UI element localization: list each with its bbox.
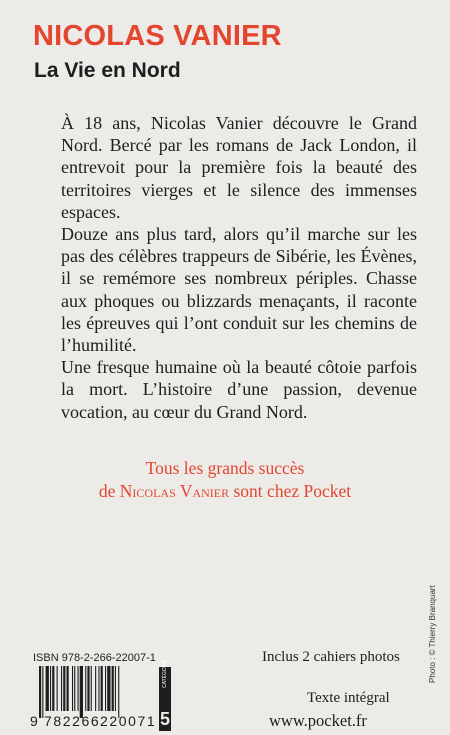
barcode-bar xyxy=(39,666,41,718)
barcode-bar xyxy=(74,666,75,711)
barcode-right-group: 220071 xyxy=(100,713,157,729)
barcode-bar xyxy=(87,666,89,711)
barcode-bar xyxy=(57,666,58,711)
category-number: 5 xyxy=(159,709,170,729)
barcode-bar xyxy=(80,666,83,718)
blurb-text xyxy=(61,112,417,423)
barcode-bar xyxy=(42,666,43,718)
photo-credit: Photo : © Thierry Branquart xyxy=(428,585,437,683)
blurb-paragraph: Une fresque humaine où la beauté côtoie parfois la mort. L’histoire d’une passion, devenue vocation, au cœur du Grand Nord. xyxy=(61,357,417,422)
barcode-bar xyxy=(46,666,49,711)
barcode-bar xyxy=(118,666,119,718)
blurb-paragraph: Douze ans plus tard, alors qu’il marche sur les pas des célèbres trappeurs de Sibérie, les Évènes, il se remémore ses nombreux périples. Chasse aux phoques ou blizzards menaçants, il raconte les épreuves qui l’ont conduit sur les chemins de l’humilité. xyxy=(61,224,417,356)
barcode-bar xyxy=(85,666,86,711)
unabridged-note: Texte intégral xyxy=(307,690,390,706)
barcode-bar xyxy=(107,666,110,711)
barcode-bar xyxy=(63,666,65,711)
barcode-bar xyxy=(95,666,96,711)
publisher-website: www.pocket.fr xyxy=(269,711,367,730)
barcode-bar xyxy=(112,666,114,711)
promo-line-2: de Nicolas Vanier sont chez Pocket xyxy=(98,481,352,501)
barcode-bar xyxy=(50,666,51,711)
barcode-bar xyxy=(91,666,92,711)
barcode-bar xyxy=(78,666,79,711)
book-title: La Vie en Nord xyxy=(34,59,181,82)
barcode-bar xyxy=(61,666,62,711)
isbn-number: ISBN 978-2-266-22007-1 xyxy=(33,652,156,664)
promo-text xyxy=(0,457,450,503)
category-label: CATÉGORIE xyxy=(162,658,168,688)
barcode-bar xyxy=(52,666,54,711)
promo-line-1: Tous les grands succès xyxy=(145,458,305,478)
barcode-left-group: 782266 xyxy=(44,713,101,729)
barcode-bar xyxy=(98,666,99,711)
blurb-paragraph: À 18 ans, Nicolas Vanier découvre le Grand Nord. Bercé par les romans de Jack London, il entrevoit pour la première fois la beauté des territoires vierges et le silence des immenses espaces. xyxy=(61,113,417,222)
barcode-bar xyxy=(67,666,69,711)
barcode-bar xyxy=(105,666,106,711)
barcode-bar xyxy=(72,666,73,711)
barcode-lead-digit: 9 xyxy=(30,713,38,729)
barcode-bar xyxy=(115,666,116,711)
author-name: NICOLAS VANIER xyxy=(33,20,282,52)
barcode-bar xyxy=(101,666,103,711)
photo-inserts-note: Inclus 2 cahiers photos xyxy=(262,649,400,665)
promo-author-name: Nicolas Vanier xyxy=(119,481,230,501)
